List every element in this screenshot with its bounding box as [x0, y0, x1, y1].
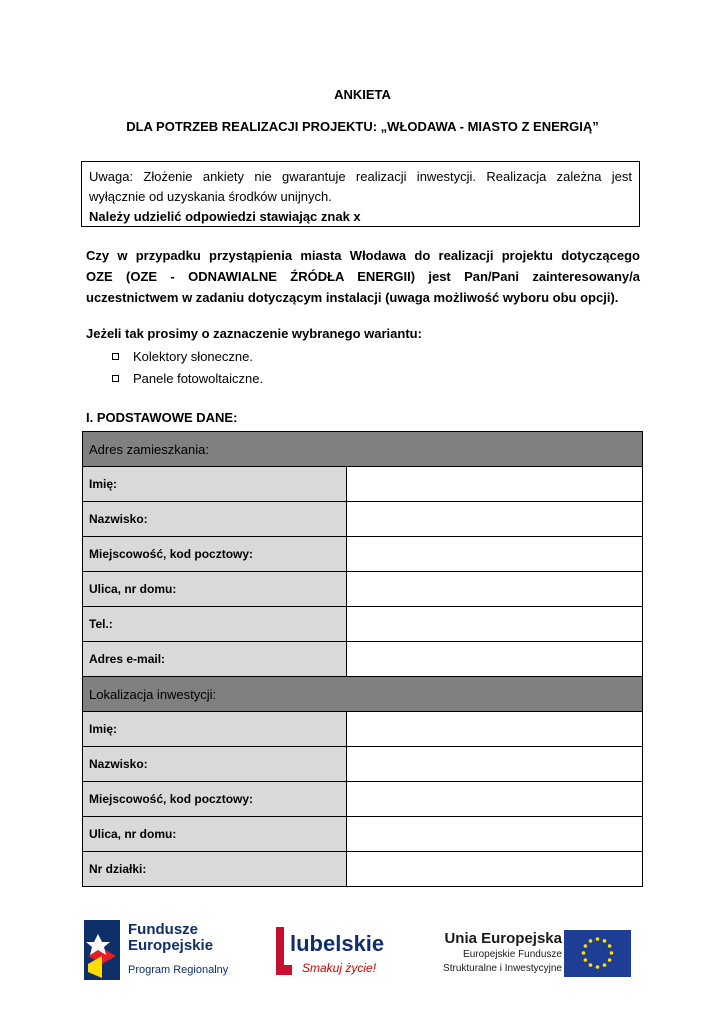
field-label: Tel.: — [83, 607, 347, 642]
table-row — [83, 537, 643, 572]
option-label: Kolektory słoneczne. — [133, 349, 253, 364]
lubelskie-text: lubelskie — [290, 931, 385, 956]
fe-line-1: Fundusze — [128, 921, 198, 938]
field-input[interactable] — [347, 537, 643, 572]
eu-title: Unia Europejska — [444, 930, 562, 947]
variant-prompt: Jeżeli tak prosimy o zaznaczenie wybranego wariantu: — [86, 326, 422, 341]
field-input[interactable] — [347, 747, 643, 782]
fe-line-2: Europejskie — [128, 937, 214, 954]
notice-line-1: Uwaga: Złożenie ankiety nie gwarantuje realizacji inwestycji. Realizacja zależna jest — [89, 169, 632, 184]
table-row — [83, 747, 643, 782]
option-pv-panels[interactable] — [112, 371, 263, 386]
lubelskie-slogan: Smakuj życie! — [302, 961, 377, 975]
field-label: Nazwisko: — [83, 747, 347, 782]
option-solar-collectors[interactable] — [112, 349, 253, 364]
question-text — [86, 245, 640, 308]
option-label: Panele fotowoltaiczne. — [133, 371, 264, 386]
table-row — [83, 817, 643, 852]
notice-box — [81, 161, 640, 227]
eu-sub-1: Europejskie Fundusze — [463, 949, 562, 960]
section-title: I. PODSTAWOWE DANE: — [86, 410, 238, 425]
field-label: Miejscowość, kod pocztowy: — [83, 782, 347, 817]
table-row — [83, 607, 643, 642]
checkbox[interactable] — [112, 353, 119, 360]
table-row — [83, 782, 643, 817]
group-header-address: Adres zamieszkania: — [83, 432, 643, 467]
notice-instruction: Należy udzielić odpowiedzi stawiając znak x — [89, 209, 361, 224]
field-input[interactable] — [347, 712, 643, 747]
field-input[interactable] — [347, 607, 643, 642]
fe-star-icon — [84, 920, 120, 980]
page-title: ANKIETA — [334, 87, 391, 102]
table-row — [83, 852, 643, 887]
eu-flag-icon — [564, 930, 631, 977]
field-label: Nr działki: — [83, 852, 347, 887]
field-input[interactable] — [347, 852, 643, 887]
field-input[interactable] — [347, 817, 643, 852]
lubelskie-logo — [272, 925, 385, 980]
table-row — [83, 502, 643, 537]
table-row — [83, 642, 643, 677]
footer-logos — [0, 910, 725, 990]
fundusze-europejskie-logo — [84, 920, 234, 980]
field-input[interactable] — [347, 642, 643, 677]
field-label: Nazwisko: — [83, 502, 347, 537]
table-row — [83, 572, 643, 607]
eu-sub-2: Strukturalne i Inwestycyjne — [443, 963, 562, 974]
table-row — [83, 467, 643, 502]
field-label: Imię: — [83, 467, 347, 502]
eu-text-logo — [422, 930, 562, 980]
notice-line-2: wyłącznie od uzyskania środków unijnych. — [89, 189, 332, 204]
fe-title — [128, 922, 213, 954]
field-label: Ulica, nr domu: — [83, 817, 347, 852]
field-input[interactable] — [347, 782, 643, 817]
checkbox[interactable] — [112, 375, 119, 382]
basic-data-table — [82, 431, 643, 887]
question-line-3: uczestnictwem w zadaniu dotyczącym instalacji (uwaga możliwość wyboru obu opcji). — [86, 290, 619, 305]
question-line-1: Czy w przypadku przystąpienia miasta Włodawa do realizacji projektu dotyczącego — [86, 248, 640, 263]
table-row — [83, 712, 643, 747]
field-input[interactable] — [347, 502, 643, 537]
page-subtitle: DLA POTRZEB REALIZACJI PROJEKTU: „WŁODAWA - MIASTO Z ENERGIĄ” — [126, 119, 599, 134]
field-label: Adres e-mail: — [83, 642, 347, 677]
field-input[interactable] — [347, 572, 643, 607]
field-label: Miejscowość, kod pocztowy: — [83, 537, 347, 572]
question-line-2: OZE (OZE - ODNAWIALNE ŹRÓDŁA ENERGII) jest Pan/Pani zainteresowany/a — [86, 269, 640, 284]
field-label: Ulica, nr domu: — [83, 572, 347, 607]
group-header-location: Lokalizacja inwestycji: — [83, 677, 643, 712]
field-input[interactable] — [347, 467, 643, 502]
field-label: Imię: — [83, 712, 347, 747]
fe-subtitle: Program Regionalny — [128, 964, 229, 976]
